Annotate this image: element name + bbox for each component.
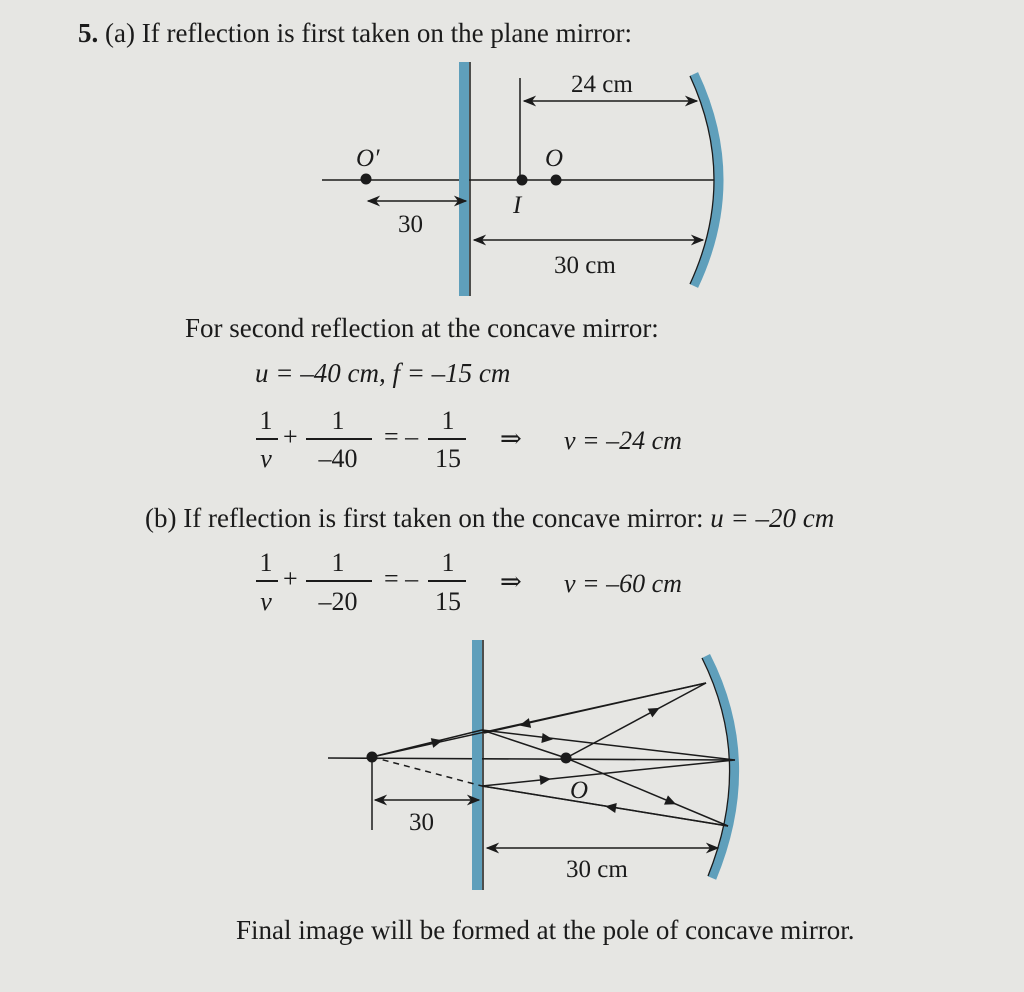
figure-a [322,62,722,296]
eq-b-den1: v [260,587,272,616]
eq-a-den2: –40 [318,444,358,473]
ray-diagram [372,683,735,826]
eq-b-num2: 1 [331,548,345,577]
eq-b-num1: 1 [259,548,273,577]
ray-4 [566,683,706,758]
eq-a-bar1 [256,438,278,440]
label-o-prime: O′ [356,145,380,172]
part-b-heading-line [145,505,834,532]
eq-b-implies: ⇒ [500,567,522,596]
eq-a-equals: = – [384,422,419,451]
ray-10 [482,786,728,826]
conclusion-text: Final image will be formed at the pole of concave mirror. [236,915,855,945]
ray-virtual [372,757,482,786]
ray-arrowhead [664,795,678,809]
label-o-a: O [545,145,564,172]
plane-mirror-a [459,62,469,296]
plane-mirror-b [472,640,482,890]
eq-a-bar2 [306,438,372,440]
part-a-heading: (a) If reflection is first taken on the plane mirror: [105,18,633,48]
principal-axis-b [328,758,735,760]
ray-arrowhead [648,703,662,717]
eq-b-num3: 1 [441,548,455,577]
label-o-b: O [570,777,589,804]
eq-b-result: v = –60 cm [564,569,682,598]
ray-7 [566,758,728,826]
eq-a-num3: 1 [441,406,455,435]
ray-3 [482,730,566,758]
point-o-a [551,175,562,186]
part-b-heading: (b) If reflection is first taken on the concave mirror: [145,503,704,533]
eq-b-den2: –20 [318,587,358,616]
eq-b-bar3 [428,580,466,582]
ray-arrowhead [539,774,551,785]
given-f: f = –15 cm [392,358,511,388]
label-30cm-b: 30 cm [566,856,628,883]
eq-a-implies: ⇒ [500,424,522,453]
point-i [517,175,528,186]
givens-a [255,360,510,387]
label-24cm: 24 cm [571,71,633,98]
eq-b-bar2 [306,580,372,582]
part-b-u: u = –20 cm [710,503,835,533]
problem-number: 5. [78,18,99,48]
ray-6 [372,683,706,757]
eq-b-plus: + [283,564,298,593]
ray-arrowhead [604,801,616,813]
eq-b-bar1 [256,580,278,582]
label-30-a: 30 [398,211,423,238]
eq-a-num2: 1 [331,406,345,435]
second-reflection-text: For second reflection at the concave mirror: [185,313,659,343]
concave-mirror-b [706,656,735,878]
eq-a-plus: + [283,422,298,451]
label-30-b: 30 [409,809,434,836]
eq-a-bar3 [428,438,466,440]
label-30cm-a: 30 cm [554,252,616,279]
eq-a-result: v = –24 cm [564,426,682,455]
given-u: u = –40 cm, [255,358,386,388]
eq-a-den1: v [260,444,272,473]
eq-b-den3: 15 [435,587,461,616]
eq-a-num1: 1 [259,406,273,435]
ray-arrowhead [541,733,553,744]
eq-a-den3: 15 [435,444,461,473]
eq-b-equals: = – [384,564,419,593]
ray-9 [482,760,735,786]
label-i: I [513,192,522,219]
point-o-b [561,753,572,764]
point-o-prime [361,174,372,185]
figure-b [328,640,735,890]
